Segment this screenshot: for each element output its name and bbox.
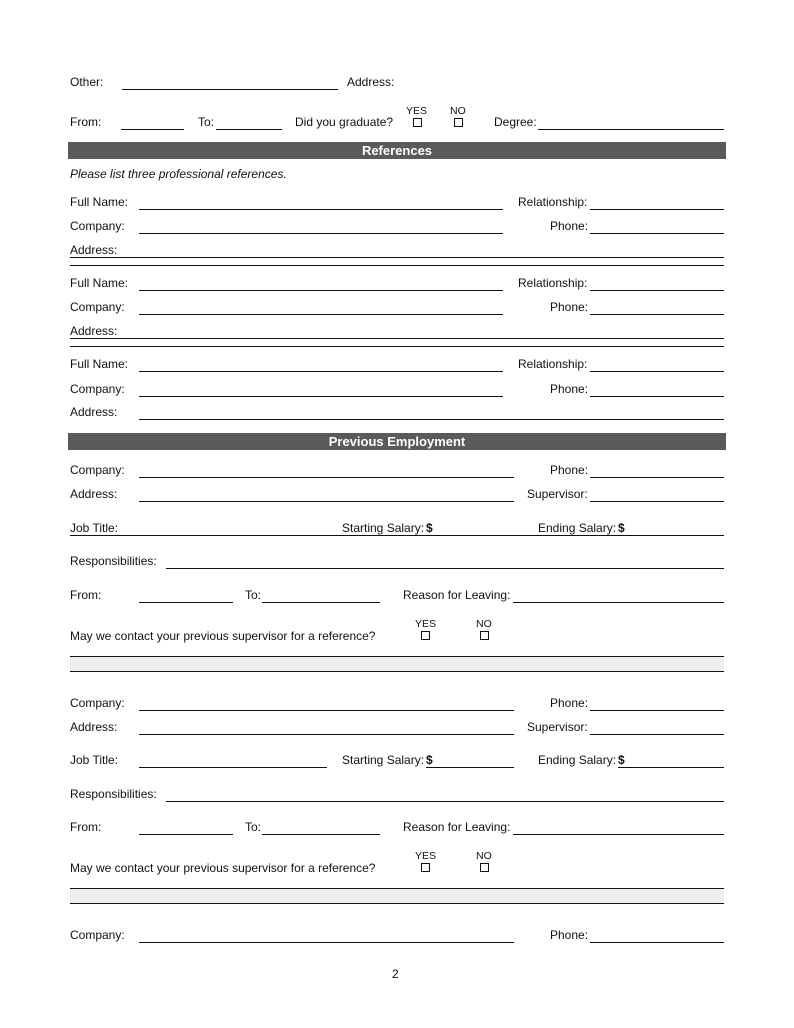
emp2-contact-no-label: NO: [476, 850, 492, 862]
ref2-divider: [70, 346, 724, 347]
emp1-separator-band: [70, 657, 724, 671]
emp1-separator-top: [70, 656, 724, 657]
emp2-separator-top: [70, 888, 724, 889]
emp2-contact-yes-checkbox[interactable]: [421, 863, 430, 872]
employment-header: Previous Employment: [68, 433, 726, 450]
emp1-ending-salary-currency: $: [618, 521, 625, 535]
emp2-separator-bottom: [70, 903, 724, 904]
emp2-supervisor-field[interactable]: [590, 734, 724, 735]
emp2-from-label: From:: [70, 820, 102, 834]
emp1-reason-label: Reason for Leaving:: [403, 588, 511, 602]
ref2-phone-field[interactable]: [590, 314, 724, 315]
emp2-company-field[interactable]: [139, 710, 514, 711]
graduate-yes-label: YES: [406, 105, 428, 117]
other-label: Other:: [70, 75, 104, 89]
emp1-reason-field[interactable]: [513, 602, 724, 603]
emp1-contact-no-label: NO: [476, 618, 492, 630]
edu-from-field[interactable]: [121, 129, 184, 130]
graduate-label: Did you graduate?: [295, 115, 394, 129]
emp1-starting-salary-currency: $: [426, 521, 433, 535]
ref3-company-field[interactable]: [139, 396, 503, 397]
ref1-relationship-label: Relationship:: [518, 195, 588, 209]
emp2-phone-label: Phone:: [550, 696, 589, 710]
degree-field[interactable]: [538, 129, 724, 130]
emp2-contact-no-checkbox[interactable]: [480, 863, 489, 872]
ref2-full-name-field[interactable]: [139, 290, 503, 291]
emp1-company-label: Company:: [70, 463, 125, 477]
ref3-full-name-field[interactable]: [139, 371, 503, 372]
references-header: References: [68, 142, 726, 159]
emp2-reason-label: Reason for Leaving:: [403, 820, 511, 834]
emp3-company-label: Company:: [70, 928, 125, 942]
address-label: Address:: [347, 75, 395, 89]
emp1-job-title-label: Job Title:: [70, 521, 119, 535]
ref2-address-field[interactable]: [70, 338, 724, 339]
emp2-address-field[interactable]: [139, 734, 514, 735]
emp2-reason-field[interactable]: [513, 834, 724, 835]
emp2-responsibilities-field[interactable]: [166, 801, 724, 802]
emp1-responsibilities-label: Responsibilities:: [70, 554, 157, 568]
ref1-full-name-field[interactable]: [139, 209, 503, 210]
emp3-phone-label: Phone:: [550, 928, 589, 942]
emp1-responsibilities-field[interactable]: [166, 568, 724, 569]
emp2-to-label: To:: [245, 820, 262, 834]
graduate-no-label: NO: [450, 105, 466, 117]
ref3-address-field[interactable]: [139, 419, 724, 420]
ref1-company-field[interactable]: [139, 233, 503, 234]
ref2-relationship-field[interactable]: [590, 290, 724, 291]
ref1-divider: [70, 265, 724, 266]
page-number: 2: [392, 967, 399, 981]
ref1-address-field[interactable]: [70, 257, 724, 258]
emp2-job-title-label: Job Title:: [70, 753, 119, 767]
emp2-contact-yes-label: YES: [415, 850, 437, 862]
other-field[interactable]: [122, 89, 338, 90]
emp2-ending-salary-label: Ending Salary:: [538, 753, 617, 767]
ref1-phone-field[interactable]: [590, 233, 724, 234]
emp1-contact-yes-label: YES: [415, 618, 437, 630]
emp2-separator-band: [70, 889, 724, 903]
emp1-supervisor-label: Supervisor:: [527, 487, 588, 501]
graduate-yes-checkbox[interactable]: [413, 118, 422, 127]
ref3-relationship-field[interactable]: [590, 371, 724, 372]
emp2-from-field[interactable]: [139, 834, 233, 835]
emp1-starting-salary-label: Starting Salary:: [342, 521, 425, 535]
ref1-company-label: Company:: [70, 219, 125, 233]
emp2-starting-salary-field[interactable]: [426, 767, 514, 768]
emp1-to-field[interactable]: [262, 602, 380, 603]
emp2-ending-salary-field[interactable]: [618, 767, 724, 768]
ref2-relationship-label: Relationship:: [518, 276, 588, 290]
emp2-company-label: Company:: [70, 696, 125, 710]
emp1-contact-yes-checkbox[interactable]: [421, 631, 430, 640]
emp1-from-field[interactable]: [139, 602, 233, 603]
ref3-company-label: Company:: [70, 382, 125, 396]
emp1-contact-question: May we contact your previous supervisor for a reference?: [70, 629, 376, 643]
emp1-contact-no-checkbox[interactable]: [480, 631, 489, 640]
references-instruction: Please list three professional references.: [70, 167, 287, 181]
ref3-phone-field[interactable]: [590, 396, 724, 397]
ref2-full-name-label: Full Name:: [70, 276, 129, 290]
emp3-company-field[interactable]: [139, 942, 514, 943]
emp3-phone-field[interactable]: [590, 942, 724, 943]
emp1-from-label: From:: [70, 588, 102, 602]
ref3-full-name-label: Full Name:: [70, 357, 129, 371]
emp2-supervisor-label: Supervisor:: [527, 720, 588, 734]
ref3-address-label: Address:: [70, 405, 118, 419]
graduate-no-checkbox[interactable]: [454, 118, 463, 127]
emp1-supervisor-field[interactable]: [590, 501, 724, 502]
emp2-address-label: Address:: [70, 720, 118, 734]
emp1-address-label: Address:: [70, 487, 118, 501]
ref1-relationship-field[interactable]: [590, 209, 724, 210]
emp2-responsibilities-label: Responsibilities:: [70, 787, 157, 801]
emp2-ending-salary-currency: $: [618, 753, 625, 767]
emp2-phone-field[interactable]: [590, 710, 724, 711]
emp2-to-field[interactable]: [262, 834, 380, 835]
emp2-contact-question: May we contact your previous supervisor for a reference?: [70, 861, 376, 875]
emp2-starting-salary-label: Starting Salary:: [342, 753, 425, 767]
edu-to-label: To:: [198, 115, 215, 129]
emp1-company-field[interactable]: [139, 477, 514, 478]
ref3-phone-label: Phone:: [550, 382, 589, 396]
edu-to-field[interactable]: [216, 129, 282, 130]
ref3-relationship-label: Relationship:: [518, 357, 588, 371]
edu-from-label: From:: [70, 115, 102, 129]
ref2-company-field[interactable]: [139, 314, 503, 315]
ref1-full-name-label: Full Name:: [70, 195, 129, 209]
emp1-job-salary-line[interactable]: [70, 535, 724, 536]
ref2-address-label: Address:: [70, 324, 118, 338]
emp1-phone-label: Phone:: [550, 463, 589, 477]
ref2-phone-label: Phone:: [550, 300, 589, 314]
degree-label: Degree:: [494, 115, 537, 129]
emp1-to-label: To:: [245, 588, 262, 602]
emp1-phone-field[interactable]: [590, 477, 724, 478]
emp1-address-field[interactable]: [139, 501, 514, 502]
ref1-phone-label: Phone:: [550, 219, 589, 233]
emp2-job-title-field[interactable]: [139, 767, 327, 768]
emp2-starting-salary-currency: $: [426, 753, 433, 767]
ref2-company-label: Company:: [70, 300, 125, 314]
emp1-separator-bottom: [70, 671, 724, 672]
ref1-address-label: Address:: [70, 243, 118, 257]
emp1-ending-salary-label: Ending Salary:: [538, 521, 617, 535]
